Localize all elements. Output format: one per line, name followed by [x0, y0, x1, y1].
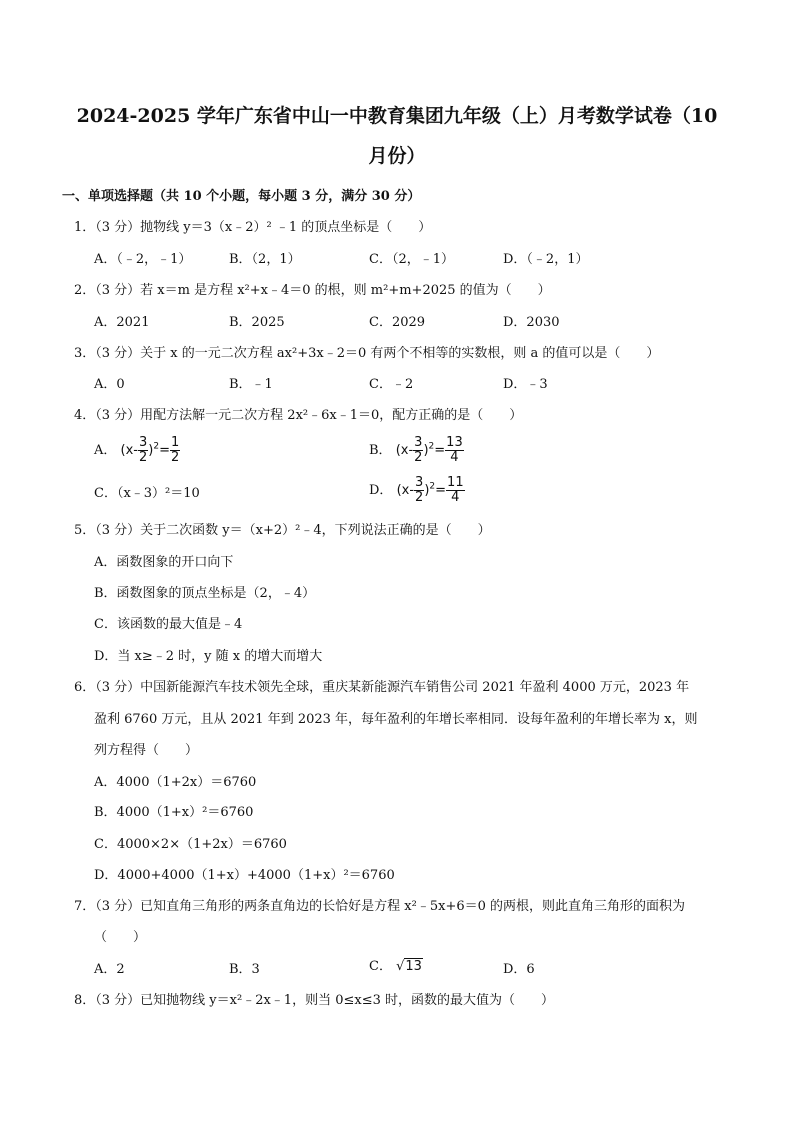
q4-option-a-frac2: $\frac{1}{2}$	[171, 435, 180, 465]
question-7-line-2: （ ）	[94, 930, 147, 945]
q4-option-a-letter: A．	[94, 443, 117, 458]
question-8: 8．（3 分）已知抛物线 y＝x²﹣2x﹣1，则当 0≤x≤3 时，函数的最大值为（ ）	[74, 993, 554, 1008]
exam-title-line-2: 月份）	[368, 145, 426, 167]
q2-option-b: B．2025	[229, 315, 285, 330]
q1-option-a: A．（﹣2，﹣1）	[94, 252, 192, 267]
q2-option-c: C．2029	[369, 315, 426, 330]
q2-option-d: D．2030	[503, 315, 560, 330]
q6-option-a: A．4000（1+2x）＝6760	[94, 775, 257, 790]
q7-option-d: D．6	[503, 962, 535, 977]
q4-option-d-letter: D．	[369, 483, 393, 498]
q5-option-a: A．函数图象的开口向下	[94, 555, 234, 570]
q7-option-c	[369, 955, 423, 974]
q3-option-c: C．﹣2	[369, 377, 414, 392]
q4-option-c: C．（x﹣3）²＝10	[94, 486, 200, 501]
q6-option-c: C．4000×2×（1+2x）＝6760	[94, 837, 287, 852]
q5-option-c: C．该函数的最大值是﹣4	[94, 617, 243, 632]
q4-option-b-letter: B．	[369, 443, 392, 458]
q7-option-b: B．3	[229, 962, 260, 977]
q6-option-b: B．4000（1+x）²＝6760	[94, 805, 254, 820]
question-7-line-1: 7．（3 分）已知直角三角形的两条直角边的长恰好是方程 x²﹣5x+6＝0 的两根，则此直角三角形的面积为	[74, 899, 686, 914]
q4-option-d: D． (x- $\frac{3}{2}$ )$^2$= $\frac{11}{4}$	[369, 475, 464, 505]
q7-option-c-sqrt: √13	[396, 959, 422, 974]
question-6-line-3: 列方程得（ ）	[94, 743, 199, 758]
q5-option-d: D．当 x≥﹣2 时，y 随 x 的增大而增大	[94, 649, 323, 664]
q4-option-d-frac2: $\frac{11}{4}$	[447, 475, 464, 505]
q4-option-a-frac1: $\frac{3}{2}$	[139, 435, 148, 465]
exam-title-line-1: 2024-2025 学年广东省中山一中教育集团九年级（上）月考数学试卷（10	[76, 105, 718, 127]
q4-option-b-frac2: $\frac{13}{4}$	[446, 435, 463, 465]
q7-option-a: A．2	[94, 962, 125, 977]
q4-option-b: B． (x- $\frac{3}{2}$ )$^2$= $\frac{13}{4}$	[369, 435, 463, 465]
q4-option-a: A． (x- $\frac{3}{2}$ )$^2$= $\frac{1}{2}$	[94, 435, 180, 465]
q3-option-a: A．0	[94, 377, 125, 392]
question-4: 4．（3 分）用配方法解一元二次方程 2x²﹣6x﹣1＝0，配方正确的是（ ）	[74, 408, 523, 423]
q1-option-d: D．（﹣2，1）	[503, 252, 589, 267]
q3-option-d: D．﹣3	[503, 377, 548, 392]
section-heading: 一、单项选择题（共 10 个小题，每小题 3 分，满分 30 分）	[62, 189, 421, 204]
question-3: 3．（3 分）关于 x 的一元二次方程 ax²+3x﹣2＝0 有两个不相等的实数根，则 a 的值可以是（ ）	[74, 346, 660, 361]
q3-option-b: B．﹣1	[229, 377, 273, 392]
question-2: 2．（3 分）若 x＝m 是方程 x²+x﹣4＝0 的根，则 m²+m+2025 的值为（ ）	[74, 283, 551, 298]
q2-option-a: A．2021	[94, 315, 150, 330]
question-1: 1．（3 分）抛物线 y＝3（x﹣2）² ﹣1 的顶点坐标是（ ）	[74, 220, 432, 235]
question-6-line-2: 盈利 6760 万元，且从 2021 年到 2023 年，每年盈利的年增长率相同．设每年盈利的年增长率为 x，则	[94, 712, 698, 727]
exam-title	[60, 96, 734, 176]
q1-option-b: B．（2，1）	[229, 252, 301, 267]
question-5: 5．（3 分）关于二次函数 y＝（x+2）²﹣4，下列说法正确的是（ ）	[74, 523, 491, 538]
question-6-line-1: 6．（3 分）中国新能源汽车技术领先全球，重庆某新能源汽车销售公司 2021 年盈利 4000 万元，2023 年	[74, 680, 690, 695]
q4-option-d-frac1: $\frac{3}{2}$	[415, 475, 424, 505]
q5-option-b: B．函数图象的顶点坐标是（2，﹣4）	[94, 586, 316, 601]
q4-option-a-left: (x-	[120, 443, 138, 458]
q1-option-c: C．（2，﹣1）	[369, 252, 454, 267]
q6-option-d: D．4000+4000（1+x）+4000（1+x）²＝6760	[94, 868, 395, 883]
q4-option-b-frac1: $\frac{3}{2}$	[414, 435, 423, 465]
q7-option-c-letter: C．	[369, 959, 392, 974]
